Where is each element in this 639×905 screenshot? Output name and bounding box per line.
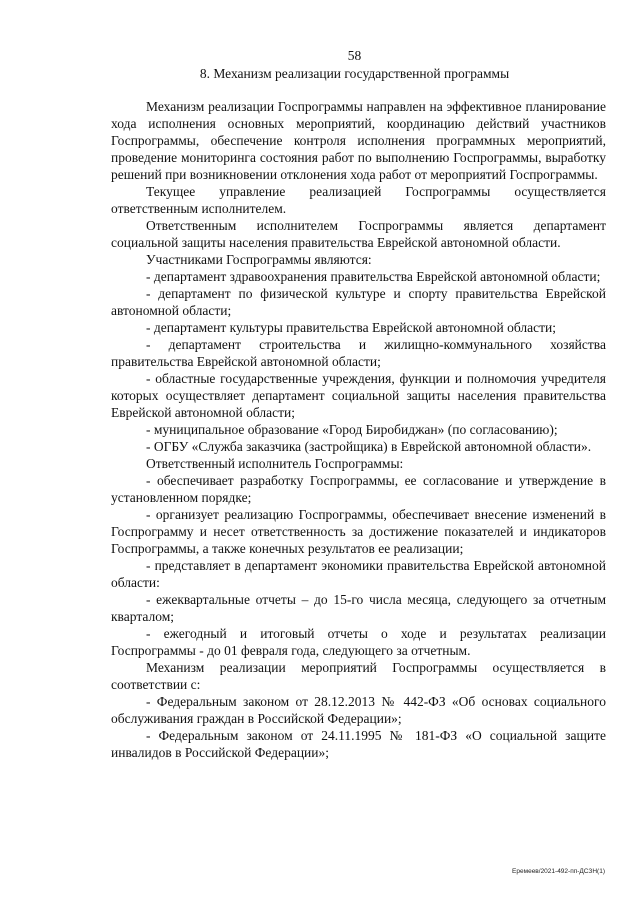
- list-item: - ежегодный и итоговый отчеты о ходе и результатах реализации Госпрограммы - до 01 февраля года, следующего за отчетным.: [111, 626, 606, 658]
- list-item: - департамент здравоохранения правительства Еврейской автономной области;: [146, 269, 601, 284]
- page-number: 58: [347, 48, 362, 63]
- list-item: - Федеральным законом от 24.11.1995 № 181-ФЗ «О социальной защите инвалидов в Российской Федерации»;: [111, 728, 606, 760]
- list-item: - ежеквартальные отчеты – до 15-го числа месяца, следующего за отчетным кварталом;: [111, 592, 606, 624]
- paragraph: Участниками Госпрограммы являются:: [146, 252, 372, 267]
- paragraph: Ответственный исполнитель Госпрограммы:: [146, 456, 404, 471]
- paragraph: Ответственным исполнителем Госпрограммы является департамент социальной защиты населения правительства Еврейской автономной области.: [111, 218, 606, 250]
- list-item: - департамент строительства и жилищно-коммунального хозяйства правительства Еврейской автономной области;: [111, 337, 606, 369]
- paragraph: Текущее управление реализацией Госпрограммы осуществляется ответственным исполнителем.: [111, 184, 606, 216]
- list-item: - обеспечивает разработку Госпрограммы, ее согласование и утверждение в установленном порядке;: [111, 473, 606, 505]
- list-item: - муниципальное образование «Город Биробиджан» (по согласованию);: [146, 422, 558, 437]
- list-item: - представляет в департамент экономики правительства Еврейской автономной области:: [111, 558, 606, 590]
- list-item: - ОГБУ «Служба заказчика (застройщика) в Еврейской автономной области».: [146, 439, 592, 454]
- paragraph: Механизм реализации мероприятий Госпрограммы осуществляется в соответствии с:: [111, 660, 606, 692]
- list-item: - областные государственные учреждения, функции и полномочия учредителя которых осуществляет департамент социальной защиты населения правительства Еврейской автономной области;: [111, 371, 606, 420]
- list-item: - организует реализацию Госпрограммы, обеспечивает внесение изменений в Госпрограмму и несет ответственность за достижение показателей и индикаторов Госпрограммы, а также конечных результатов ее реализации;: [111, 507, 606, 556]
- document-body: [111, 98, 606, 761]
- list-item: - департамент по физической культуре и спорту правительства Еврейской автономной области;: [111, 286, 606, 318]
- list-item: - департамент культуры правительства Еврейской автономной области;: [146, 320, 557, 335]
- section-heading: 8. Механизм реализации государственной программы: [199, 66, 510, 81]
- paragraph: Механизм реализации Госпрограммы направлен на эффективное планирование хода исполнения основных мероприятий, координацию действий участников Госпрограммы, обеспечение контроля исполнения программных мероприятий, проведение мониторинга состояния работ по выполнению Госпрограммы, выработку решений при возникновении отклонения хода работ от мероприятий Госпрограммы.: [111, 99, 606, 182]
- document-footer-code: Еремеев/2021-492-пп-ДСЗН(1): [512, 868, 605, 875]
- list-item: - Федеральным законом от 28.12.2013 № 442-ФЗ «Об основах социального обслуживания граждан в Российской Федерации»;: [111, 694, 606, 726]
